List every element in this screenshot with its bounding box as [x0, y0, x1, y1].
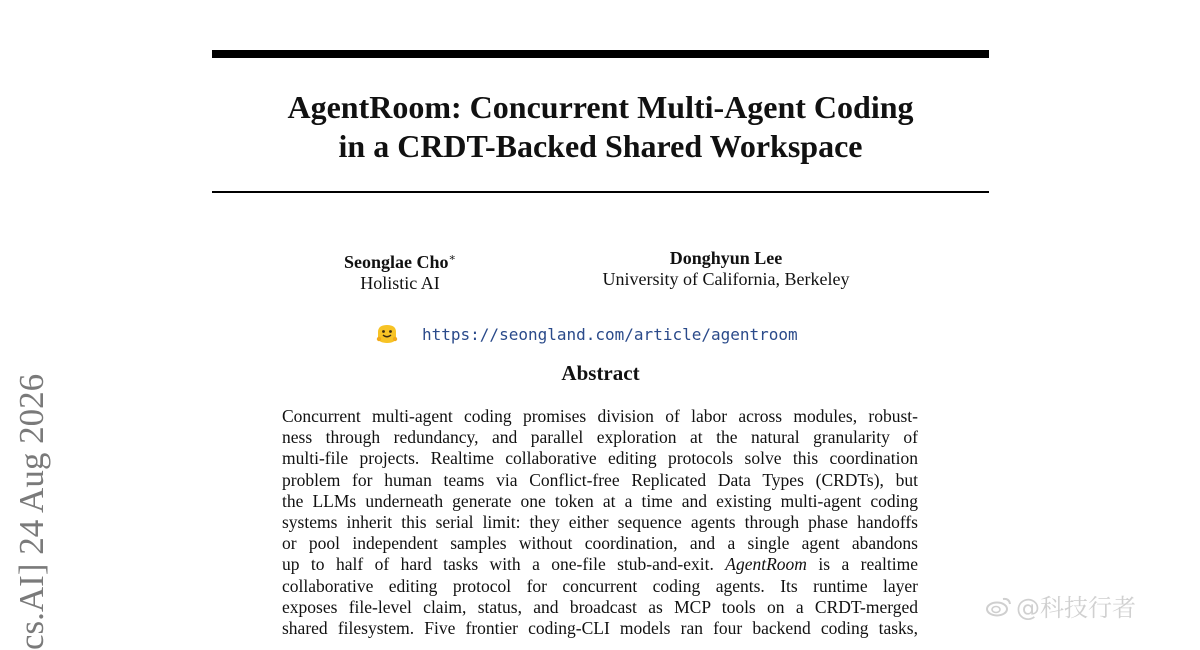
author-1: [300, 248, 500, 294]
top-rule: [212, 50, 989, 58]
abstract-line: problem for human teams via Conflict-free Replicated Data Types (CRDTs), but: [282, 469, 918, 490]
author-name: Donghyun Lee: [669, 248, 783, 268]
title-rule: [212, 191, 989, 193]
abstract-line: systems inherit this serial limit: they either sequence agents through phase handoffs: [282, 512, 918, 533]
abstract-line: collaborative editing protocol for concurrent coding agents. Its runtime layer: [282, 575, 918, 596]
arxiv-stamp: cs.AI] 24 Aug 2026: [12, 373, 51, 650]
title-line-2: in a CRDT-Backed Shared Workspace: [338, 128, 863, 164]
abstract-line: Concurrent multi-agent coding promises division of labor across modules, robust-: [282, 406, 918, 426]
author-affiliation: University of California, Berkeley: [602, 269, 850, 289]
author-2: [576, 248, 876, 290]
title-line-1: AgentRoom: Concurrent Multi-Agent Coding: [287, 89, 914, 125]
abstract-line: multi-file projects. Realtime collaborative editing protocols solve this coordination: [282, 448, 918, 469]
paper-title: [212, 88, 989, 166]
watermark: [986, 588, 1136, 623]
weibo-logo-icon: [986, 595, 1012, 617]
abstract-body: [282, 406, 918, 639]
author-name: Seonglae Cho∗: [344, 252, 456, 272]
abstract-line: ness through redundancy, and parallel exploration at the natural granularity of: [282, 427, 918, 448]
abstract-line: the LLMs underneath generate one token at a time and existing multi-agent coding: [282, 490, 918, 511]
abstract-line: shared filesystem. Five frontier coding-CLI models ran four backend coding tasks,: [282, 618, 918, 639]
system-name: AgentRoom: [725, 554, 807, 575]
footnote-mark: ∗: [448, 252, 456, 264]
abstract-heading: Abstract: [561, 361, 640, 385]
abstract-line: or pool independent samples without coordination, and a single agent abandons: [282, 533, 918, 554]
project-link[interactable]: https://seongland.com/article/agentroom: [422, 324, 798, 344]
abstract-line: up to half of hard tasks with a one-file stub-and-exit. AgentRoom is a realtime: [282, 554, 919, 575]
project-link-row: [376, 322, 798, 346]
abstract-line: exposes file-level claim, status, and broadcast as MCP tools on a CRDT-merged: [282, 596, 918, 617]
hugging-face-emoji-icon: [376, 323, 398, 345]
author-affiliation: Holistic AI: [360, 273, 440, 293]
watermark-text: @科技行者: [1016, 594, 1136, 622]
